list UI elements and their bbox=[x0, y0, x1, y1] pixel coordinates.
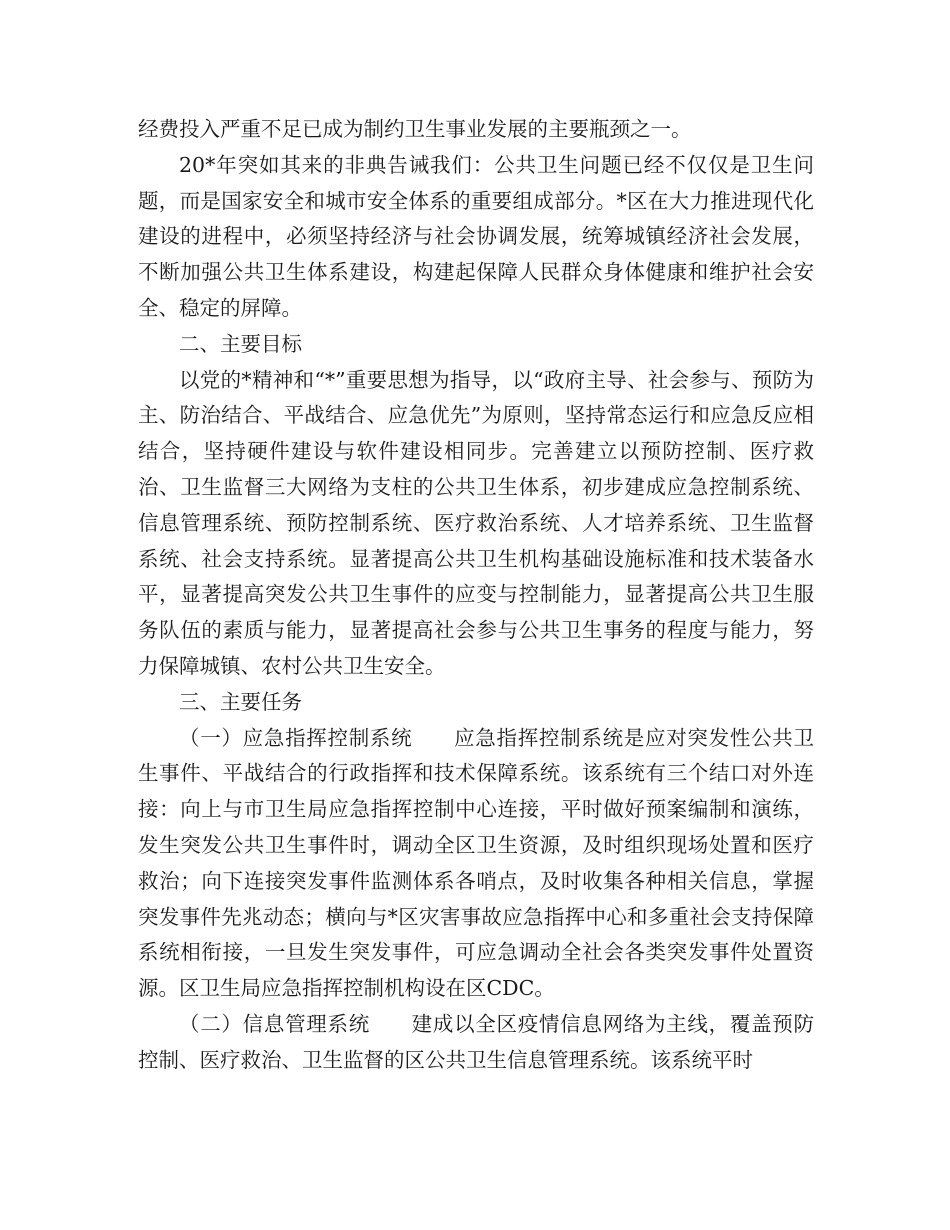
paragraph-funding: 经费投入严重不足已成为制约卫生事业发展的主要瓶颈之一。 bbox=[138, 117, 692, 141]
paragraph-sars-lesson: 20*年突如其来的非典告诫我们：公共卫生问题已经不仅仅是卫生问题，而是国家安全和城市安全体系的重要组成部分。*区在大力推进现代化建设的进程中，必须坚持经济与社会协调发展，统筹城镇经济社会发展，不断加强公共卫生体系建设，构建起保障人民群众身体健康和维护社会安全、稳定的屏障。 bbox=[138, 152, 814, 320]
task-emergency-command-body: 应急指挥控制系统是应对突发性公共卫生事件、平战结合的行政指挥和技术保障系统。该系统有三个结口对外连接：向上与市卫生局应急指挥控制中心连接，平时做好预案编制和演练，发生突发公共卫生事件时，调动全区卫生资源，及时组织现场处置和医疗救治；向下连接突发事件监测体系各哨点，及时收集各种相关信息，掌握突发事件先兆动态；横向与*区灾害事故应急指挥中心和多重社会支持保障系统相衔接，一旦发生突发事件，可应急调动全社会各类突发事件处置资源。区卫生局应急指挥控制机构设在区CDC。 bbox=[138, 725, 815, 1001]
task-emergency-command-title: （一）应急指挥控制系统 bbox=[179, 725, 413, 750]
paragraph-task-emergency-command bbox=[138, 721, 814, 1007]
task-information-management-title: （二）信息管理系统 bbox=[179, 1011, 370, 1036]
task-information-management-body: 建成以全区疫情信息网络为主线，覆盖预防控制、医疗救治、卫生监督的区公共卫生信息管理系统。该系统平时 bbox=[138, 1011, 815, 1072]
heading-main-goals: 二、主要目标 bbox=[179, 331, 302, 356]
document-page bbox=[138, 112, 814, 1079]
paragraph-main-goals: 以党的*精神和“*”重要思想为指导，以“政府主导、社会参与、预防为主、防治结合、平战结合、应急优先”为原则，坚持常态运行和应急反应相结合，坚持硬件建设与软件建设相同步。完善建立以预防控制、医疗救治、卫生监督三大网络为支柱的公共卫生体系，初步建成应急控制系统、信息管理系统、预防控制系统、医疗救治系统、人才培养系统、卫生监督系统、社会支持系统。显著提高公共卫生机构基础设施标准和技术装备水平，显著提高突发公共卫生事件的应变与控制能力，显著提高公共卫生服务队伍的素质与能力，显著提高社会参与公共卫生事务的程度与能力，努力保障城镇、农村公共卫生安全。 bbox=[138, 367, 814, 678]
heading-main-tasks: 三、主要任务 bbox=[179, 689, 302, 714]
paragraph-task-information-management bbox=[138, 1007, 814, 1079]
